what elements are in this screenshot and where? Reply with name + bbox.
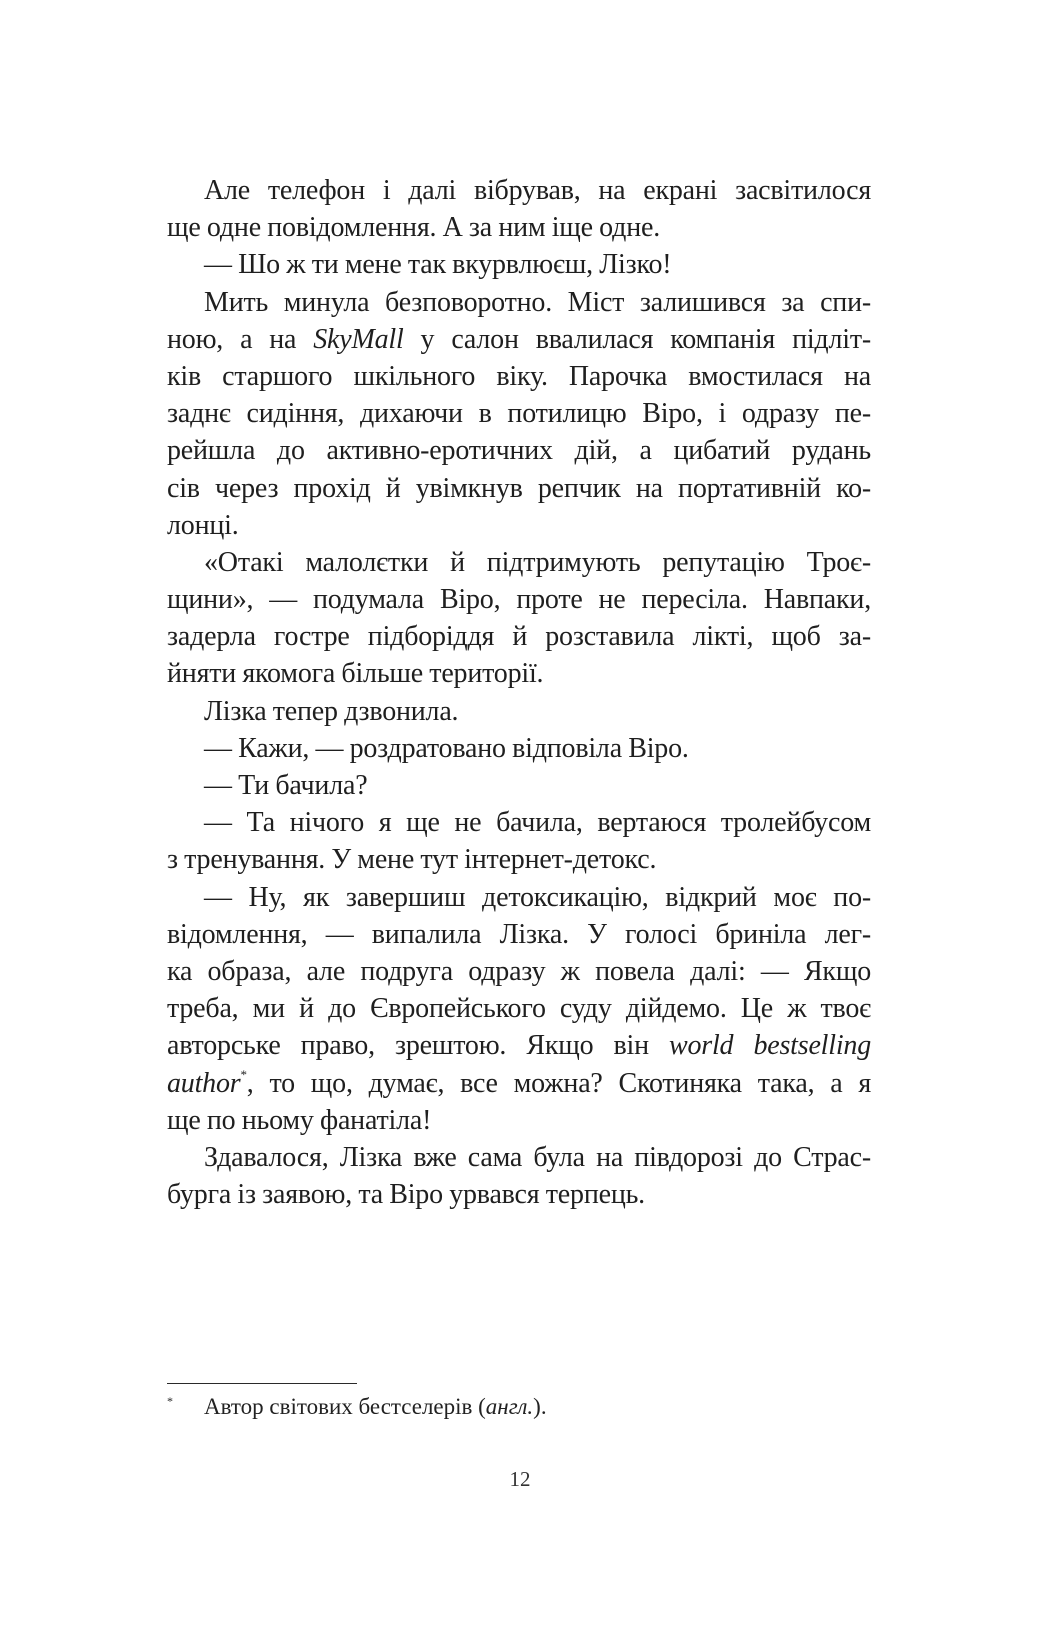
text-segment: з тренування. У мене тут інтернет-детокс.	[167, 844, 657, 876]
text-segment: Здавалося, Лізка вже сама була на півдорозі до Страс-	[204, 1141, 871, 1173]
italic-text: SkyMall	[313, 323, 404, 355]
text-line	[167, 321, 871, 358]
text-segment: йняти якомога більше території.	[167, 658, 544, 690]
text-segment: сів через прохід й увімкнув репчик на портативній ко-	[167, 472, 871, 504]
text-line	[167, 507, 871, 544]
footnote-reference: *	[240, 1066, 247, 1082]
text-line	[167, 1176, 871, 1213]
text-line	[167, 841, 871, 878]
text-line	[167, 432, 871, 469]
footnote-text-after: ).	[533, 1394, 547, 1419]
text-line	[167, 693, 871, 730]
text-segment: — Та нічого я ще не бачила, вертаюся тролейбусом	[204, 807, 871, 839]
text-segment: Лізка тепер дзвонила.	[204, 695, 459, 727]
text-line	[167, 767, 871, 804]
text-line	[167, 284, 871, 321]
text-line	[167, 172, 871, 209]
italic-text: author	[167, 1067, 241, 1099]
text-line	[167, 730, 871, 767]
page-number: 12	[509, 1467, 531, 1491]
text-line	[167, 395, 871, 432]
text-line	[167, 990, 871, 1027]
text-segment: Але телефон і далі вібрував, на екрані засвітилося	[204, 175, 871, 206]
text-line	[167, 916, 871, 953]
footnote-text-italic: англ.	[485, 1394, 534, 1419]
italic-text: world bestselling	[668, 1030, 872, 1062]
text-line	[167, 804, 871, 841]
text-segment: — Шо ж ти мене так вкурвлюєш, Лізко!	[204, 249, 672, 281]
text-segment: треба, ми й до Європейського суду дійдемо. Це ж твоє	[167, 993, 871, 1025]
text-segment: — Ти бачила?	[204, 770, 368, 801]
text-segment: лонці.	[167, 509, 239, 541]
text-segment: задерла гостре підборіддя й розставила лікті, щоб за-	[167, 621, 871, 653]
text-segment: ною, а на	[167, 323, 314, 355]
text-segment: авторське право, зрештою. Якщо він	[167, 1030, 669, 1062]
footnote-text-before: Автор світових бестселерів (	[204, 1394, 486, 1419]
text-segment: бурга із заявою, та Віро урвався терпець.	[167, 1179, 645, 1211]
text-line	[167, 246, 871, 283]
text-segment: , то що, думає, все можна? Скотиняка така, а я	[246, 1067, 871, 1099]
text-segment: ка образа, але подруга одразу ж повела далі: — Якщо	[167, 955, 871, 987]
text-line	[167, 581, 871, 618]
text-line	[167, 655, 871, 692]
text-line	[167, 358, 871, 395]
text-segment: «Отакі малолєтки й підтримують репутацію Троє-	[204, 546, 871, 578]
text-line	[167, 879, 871, 916]
text-line	[167, 1027, 871, 1064]
text-line	[167, 1102, 871, 1139]
text-line	[167, 544, 871, 581]
text-segment: щини», — подумала Віро, проте не пересіла. Навпаки,	[167, 584, 871, 616]
text-line	[167, 470, 871, 507]
footnote-separator	[167, 1383, 357, 1384]
footnote-mark: *	[167, 1394, 173, 1408]
text-line	[167, 1139, 871, 1176]
text-line	[167, 953, 871, 990]
body-text	[167, 172, 871, 1213]
text-segment: ків старшого шкільного віку. Парочка вмостилася на	[167, 360, 871, 392]
footnote-text	[204, 1392, 547, 1422]
text-line	[167, 618, 871, 655]
text-segment: заднє сидіння, дихаючи в потилицю Віро, і одразу пе-	[167, 398, 871, 430]
text-segment: відомлення, — випалила Лізка. У голосі бриніла лег-	[167, 918, 871, 950]
text-segment: — Кажи, — роздратовано відповіла Віро.	[204, 732, 689, 764]
text-line	[167, 209, 871, 246]
text-segment: ще по ньому фанатіла!	[167, 1104, 432, 1136]
text-segment: рейшла до активно-еротичних дій, а цибатий рудань	[167, 435, 871, 467]
text-segment: ще одне повідомлення. А за ним іще одне.	[167, 212, 661, 244]
text-segment: у салон ввалилася компанія підліт-	[403, 323, 871, 355]
text-segment: — Ну, як завершиш детоксикацію, відкрий моє по-	[204, 881, 871, 913]
text-segment: Мить минула безповоротно. Міст залишився за спи-	[204, 286, 871, 318]
text-line	[167, 1065, 871, 1102]
